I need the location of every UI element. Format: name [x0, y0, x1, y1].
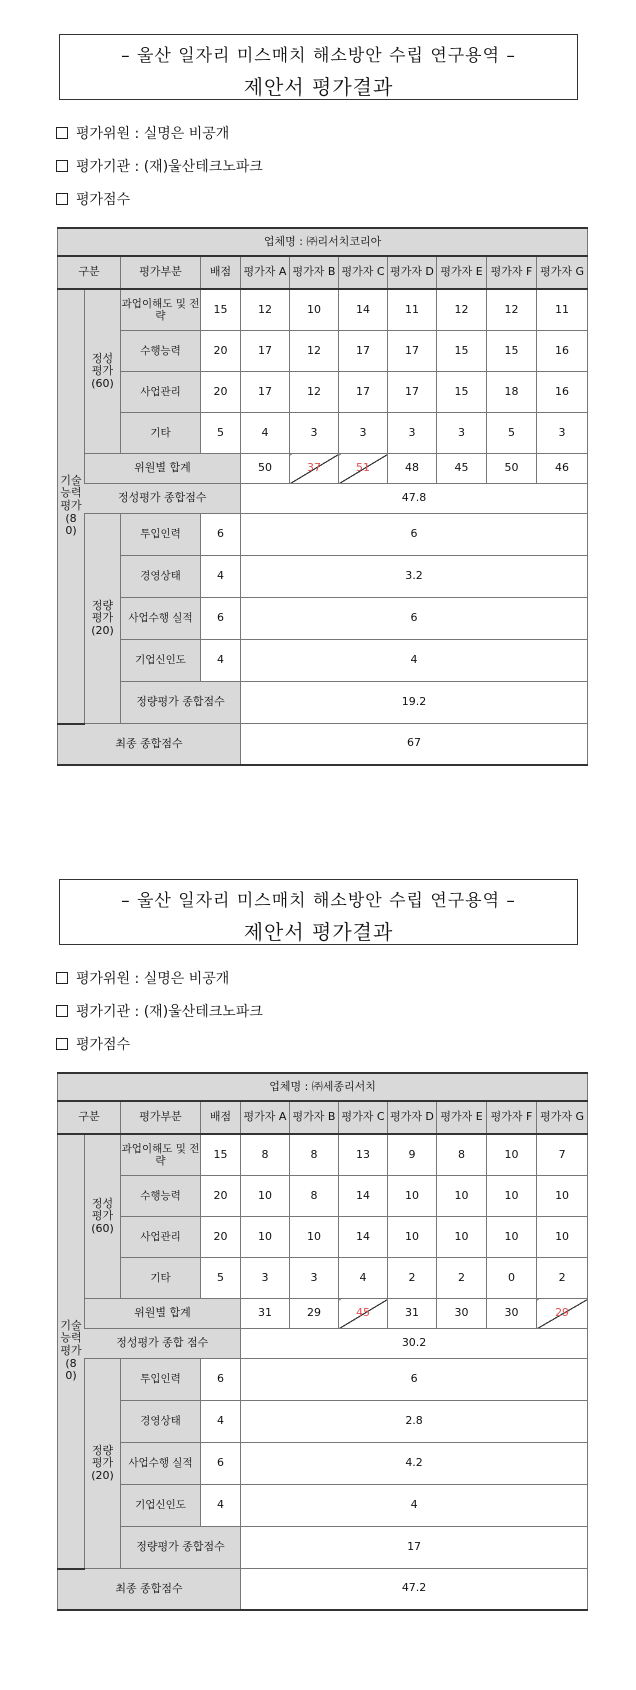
- header-evaluator: 평가자 E: [437, 1101, 487, 1134]
- table-row: [58, 598, 588, 640]
- score-cell: 10: [388, 1217, 437, 1258]
- score-cell: 8: [437, 1134, 487, 1176]
- qual-item: 과업이해도 및 전략: [121, 289, 201, 331]
- evaluators-line: [56, 968, 229, 988]
- score-cell: 17: [339, 372, 388, 413]
- quant-total-label: 정량평가 종합점수: [121, 1527, 241, 1569]
- company-name: 업체명 : ㈜세종리서치: [58, 1073, 588, 1101]
- score-cell: 4: [241, 413, 290, 454]
- score-cell: 10: [241, 1176, 290, 1217]
- tech-label: 기술 능력 평가 (80): [60, 473, 82, 538]
- qual-category-cell: [85, 289, 121, 454]
- quant-weight: 4: [201, 1401, 241, 1443]
- evaluators-text: 평가위원 : 실명은 비공개: [76, 126, 230, 142]
- quant-category-cell: [85, 514, 121, 724]
- qual-weight: 20: [201, 1217, 241, 1258]
- subtotal-excluded: 29: [537, 1299, 588, 1329]
- quant-weight: 4: [201, 640, 241, 682]
- agency-text: 평가기관 : (재)울산테크노파크: [76, 1004, 263, 1020]
- score-cell: 17: [388, 331, 437, 372]
- table-row: [58, 1485, 588, 1527]
- quant-item: 경영상태: [121, 556, 201, 598]
- subtotal-row: [58, 454, 588, 484]
- company-name: 업체명 : ㈜리서치코리아: [58, 228, 588, 256]
- qual-weight: 20: [201, 372, 241, 413]
- header-evaluator: 평가자 F: [487, 256, 537, 289]
- quant-score: 3.2: [241, 556, 588, 598]
- quant-score: 4.2: [241, 1443, 588, 1485]
- qual-item: 기타: [121, 1258, 201, 1299]
- qual-weight: 15: [201, 289, 241, 331]
- score-cell: 7: [537, 1134, 588, 1176]
- final-total-label: 최종 종합점수: [58, 1569, 241, 1610]
- quant-item: 기업신인도: [121, 640, 201, 682]
- quant-total-value: 17: [241, 1527, 588, 1569]
- score-cell: 10: [537, 1176, 588, 1217]
- table-row: [58, 289, 588, 331]
- table-row: [58, 1359, 588, 1401]
- header-evaluator: 평가자 C: [339, 1101, 388, 1134]
- header-evaluator: 평가자 E: [437, 256, 487, 289]
- quant-total-label: 정량평가 종합점수: [121, 682, 241, 724]
- subtotal-cell: 30: [487, 1299, 537, 1329]
- table-row: [58, 556, 588, 598]
- subtotal-cell: 50: [487, 454, 537, 484]
- score-cell: 8: [290, 1176, 339, 1217]
- qual-weight: 15: [201, 1134, 241, 1176]
- score-cell: 2: [388, 1258, 437, 1299]
- quant-weight: 6: [201, 1359, 241, 1401]
- quant-item: 투입인력: [121, 514, 201, 556]
- quant-item: 사업수행 실적: [121, 598, 201, 640]
- evaluation-page: [0, 845, 636, 1690]
- quant-item: 사업수행 실적: [121, 1443, 201, 1485]
- subtotal-excluded: 51: [339, 454, 388, 484]
- score-heading-line: [56, 1034, 130, 1054]
- score-cell: 10: [241, 1217, 290, 1258]
- quant-weight: 4: [201, 1485, 241, 1527]
- agency-line: [56, 1001, 263, 1021]
- score-cell: 16: [537, 372, 588, 413]
- qual-item: 사업관리: [121, 372, 201, 413]
- table-row: [58, 1443, 588, 1485]
- quant-total-value: 19.2: [241, 682, 588, 724]
- subtotal-excluded: 37: [290, 454, 339, 484]
- score-cell: 15: [437, 372, 487, 413]
- score-cell: 10: [388, 1176, 437, 1217]
- score-cell: 10: [487, 1134, 537, 1176]
- subtotal-excluded: 45: [339, 1299, 388, 1329]
- header-category: 구분: [58, 256, 121, 289]
- qual-total-value: 47.8: [241, 484, 588, 514]
- qual-category-cell: [85, 1134, 121, 1299]
- table-row: [58, 413, 588, 454]
- qual-item: 수행능력: [121, 1176, 201, 1217]
- header-evaluator: 평가자 B: [290, 256, 339, 289]
- score-cell: 14: [339, 1217, 388, 1258]
- score-cell: 4: [339, 1258, 388, 1299]
- score-cell: 16: [537, 331, 588, 372]
- page-title: 제안서 평가결과: [243, 75, 394, 99]
- score-cell: 12: [487, 289, 537, 331]
- title-box: [59, 879, 578, 945]
- score-cell: 3: [290, 1258, 339, 1299]
- qual-item: 과업이해도 및 전략: [121, 1134, 201, 1176]
- header-evaluator: 평가자 C: [339, 256, 388, 289]
- subtotal-cell: 48: [388, 454, 437, 484]
- score-cell: 3: [388, 413, 437, 454]
- qual-weight: 5: [201, 1258, 241, 1299]
- score-cell: 10: [487, 1176, 537, 1217]
- qual-total-label: 정성평가 종합 점수: [85, 1329, 241, 1359]
- subtotal-cell: 30: [437, 1299, 487, 1329]
- score-heading-line: [56, 189, 130, 209]
- qual-item: 사업관리: [121, 1217, 201, 1258]
- score-cell: 12: [437, 289, 487, 331]
- quant-weight: 6: [201, 1443, 241, 1485]
- score-table: [57, 1072, 588, 1611]
- score-cell: 3: [290, 413, 339, 454]
- header-item: 평가부분: [121, 256, 201, 289]
- subtotal-cell: 46: [537, 454, 588, 484]
- final-total-value: 47.2: [241, 1569, 588, 1610]
- quant-label: 정량 평가 (20): [91, 598, 114, 637]
- score-cell: 15: [437, 331, 487, 372]
- header-weight: 배점: [201, 256, 241, 289]
- evaluators-line: [56, 123, 229, 143]
- qual-item: 수행능력: [121, 331, 201, 372]
- title-subtitle: – 울산 일자리 미스매치 해소방안 수립 연구용역 –: [121, 891, 516, 911]
- qual-item: 기타: [121, 413, 201, 454]
- tech-category-cell: [58, 289, 85, 724]
- quant-item: 경영상태: [121, 1401, 201, 1443]
- qual-total-value: 30.2: [241, 1329, 588, 1359]
- table-row: [58, 372, 588, 413]
- score-cell: 12: [290, 372, 339, 413]
- score-cell: 12: [290, 331, 339, 372]
- qual-weight: 20: [201, 331, 241, 372]
- score-cell: 8: [290, 1134, 339, 1176]
- header-weight: 배점: [201, 1101, 241, 1134]
- score-cell: 3: [339, 413, 388, 454]
- score-cell: 11: [537, 289, 588, 331]
- header-evaluator: 평가자 D: [388, 256, 437, 289]
- subtotal-row: [58, 1299, 588, 1329]
- table-row: [58, 1176, 588, 1217]
- qual-label: 정성 평가 (60): [91, 351, 114, 390]
- header-evaluator: 평가자 F: [487, 1101, 537, 1134]
- quant-score: 6: [241, 514, 588, 556]
- qual-total-label: 정성평가 종합점수: [85, 484, 241, 514]
- subtotal-cell: 31: [388, 1299, 437, 1329]
- header-item: 평가부분: [121, 1101, 201, 1134]
- final-total-value: 67: [241, 724, 588, 765]
- score-table: [57, 227, 588, 766]
- score-heading: 평가점수: [76, 192, 131, 208]
- tech-label: 기술 능력 평가 (80): [60, 1318, 82, 1383]
- subtotal-label: 위원별 합계: [85, 1299, 241, 1329]
- table-row: [58, 1258, 588, 1299]
- subtotal-cell: 31: [241, 1299, 290, 1329]
- quant-weight: 4: [201, 556, 241, 598]
- score-cell: 17: [241, 331, 290, 372]
- score-cell: 10: [290, 1217, 339, 1258]
- header-evaluator: 평가자 A: [241, 1101, 290, 1134]
- quant-score: 2.8: [241, 1401, 588, 1443]
- header-category: 구분: [58, 1101, 121, 1134]
- header-evaluator: 평가자 B: [290, 1101, 339, 1134]
- header-evaluator: 평가자 G: [537, 1101, 588, 1134]
- quant-score: 4: [241, 1485, 588, 1527]
- checkbox-icon: [56, 1038, 68, 1050]
- table-row: [58, 1217, 588, 1258]
- header-evaluator: 평가자 A: [241, 256, 290, 289]
- score-cell: 12: [241, 289, 290, 331]
- quant-item: 기업신인도: [121, 1485, 201, 1527]
- score-cell: 0: [487, 1258, 537, 1299]
- score-cell: 14: [339, 1176, 388, 1217]
- quant-score: 6: [241, 598, 588, 640]
- quant-label: 정량 평가 (20): [91, 1443, 114, 1482]
- score-cell: 18: [487, 372, 537, 413]
- checkbox-icon: [56, 972, 68, 984]
- qual-weight: 5: [201, 413, 241, 454]
- score-cell: 11: [388, 289, 437, 331]
- score-cell: 10: [537, 1217, 588, 1258]
- evaluators-text: 평가위원 : 실명은 비공개: [76, 971, 230, 987]
- quant-weight: 6: [201, 514, 241, 556]
- score-cell: 10: [487, 1217, 537, 1258]
- score-cell: 17: [388, 372, 437, 413]
- score-cell: 15: [487, 331, 537, 372]
- header-evaluator: 평가자 G: [537, 256, 588, 289]
- qual-label: 정성 평가 (60): [91, 1196, 114, 1235]
- table-row: [58, 514, 588, 556]
- quant-item: 투입인력: [121, 1359, 201, 1401]
- checkbox-icon: [56, 160, 68, 172]
- agency-text: 평가기관 : (재)울산테크노파크: [76, 159, 263, 175]
- subtotal-label: 위원별 합계: [85, 454, 241, 484]
- header-evaluator: 평가자 D: [388, 1101, 437, 1134]
- score-cell: 9: [388, 1134, 437, 1176]
- agency-line: [56, 156, 263, 176]
- score-heading: 평가점수: [76, 1037, 131, 1053]
- title-subtitle: – 울산 일자리 미스매치 해소방안 수립 연구용역 –: [121, 46, 516, 66]
- page-title: 제안서 평가결과: [243, 920, 394, 944]
- qual-weight: 20: [201, 1176, 241, 1217]
- table-row: [58, 1134, 588, 1176]
- quant-category-cell: [85, 1359, 121, 1569]
- checkbox-icon: [56, 1005, 68, 1017]
- score-cell: 3: [437, 413, 487, 454]
- score-cell: 3: [241, 1258, 290, 1299]
- tech-category-cell: [58, 1134, 85, 1569]
- quant-weight: 6: [201, 598, 241, 640]
- final-total-label: 최종 종합점수: [58, 724, 241, 765]
- subtotal-cell: 45: [437, 454, 487, 484]
- checkbox-icon: [56, 127, 68, 139]
- title-box: [59, 34, 578, 100]
- score-cell: 10: [437, 1176, 487, 1217]
- score-cell: 10: [290, 289, 339, 331]
- score-cell: 13: [339, 1134, 388, 1176]
- score-cell: 3: [537, 413, 588, 454]
- score-cell: 8: [241, 1134, 290, 1176]
- score-cell: 10: [437, 1217, 487, 1258]
- score-cell: 17: [339, 331, 388, 372]
- quant-score: 6: [241, 1359, 588, 1401]
- score-cell: 14: [339, 289, 388, 331]
- score-cell: 2: [537, 1258, 588, 1299]
- quant-score: 4: [241, 640, 588, 682]
- subtotal-cell: 50: [241, 454, 290, 484]
- score-cell: 17: [241, 372, 290, 413]
- score-cell: 2: [437, 1258, 487, 1299]
- checkbox-icon: [56, 193, 68, 205]
- table-row: [58, 331, 588, 372]
- table-row: [58, 640, 588, 682]
- score-cell: 5: [487, 413, 537, 454]
- subtotal-cell: 29: [290, 1299, 339, 1329]
- table-row: [58, 1401, 588, 1443]
